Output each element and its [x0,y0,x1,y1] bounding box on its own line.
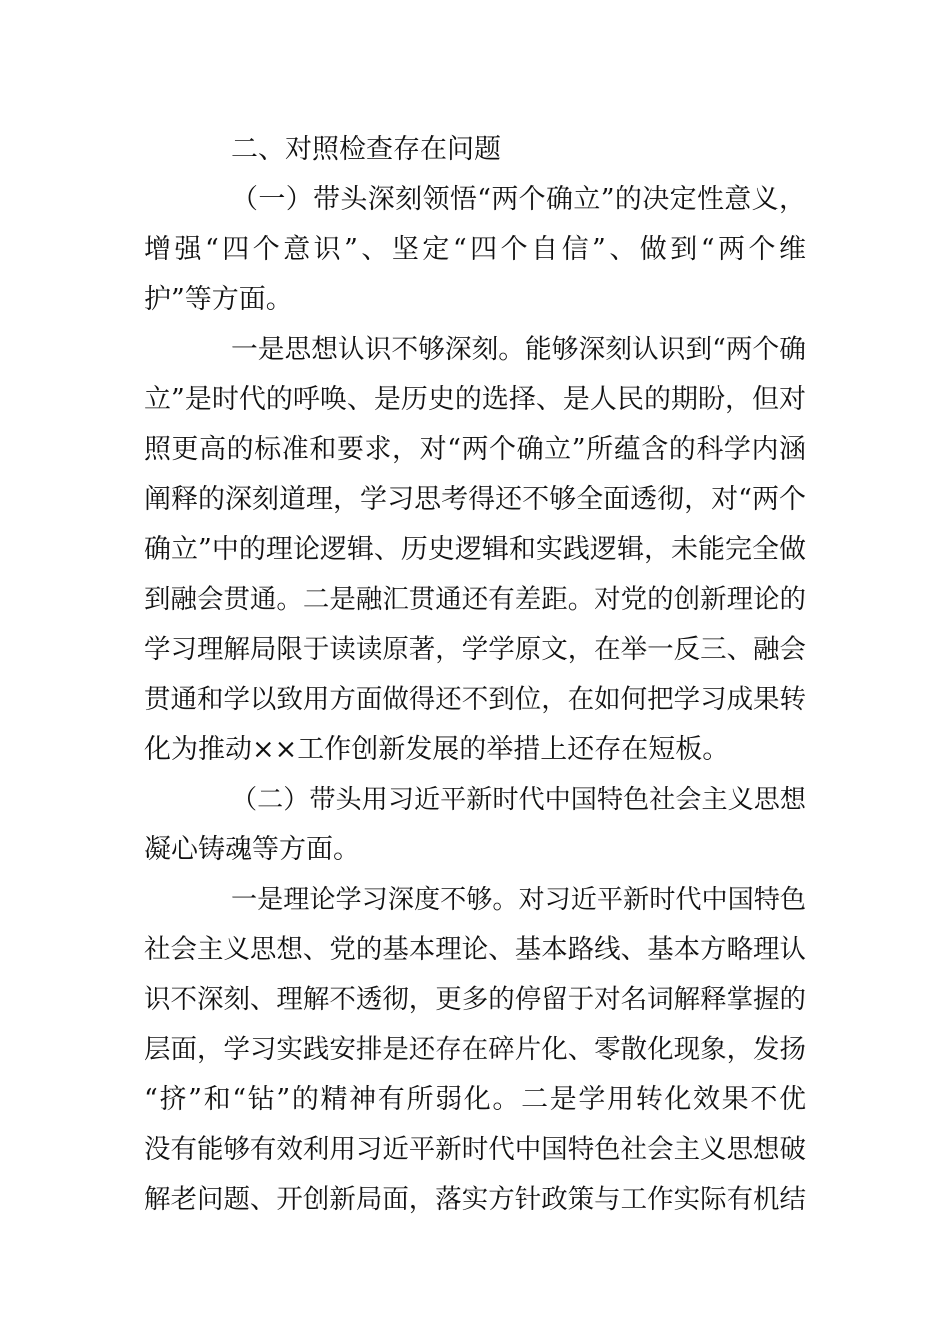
text-line [0,575,950,625]
text-line [0,925,950,975]
text-line [0,375,950,425]
paragraph-line: 照更高的标准和要求，对“两个确立”所蕴含的科学内涵 [144,434,806,465]
paragraph-line: “挤”和“钻”的精神有所弱化。二是学用转化效果不优 [144,1084,806,1115]
text-line [0,825,950,875]
paragraph-line: 凝心铸魂等方面。 [144,834,360,865]
section-heading [0,125,950,175]
text-line [0,525,950,575]
paragraph-line: 阐释的深刻道理，学习思考得还不够全面透彻，对“两个 [144,484,806,515]
paragraph-line: 确立”中的理论逻辑、历史逻辑和实践逻辑，未能完全做 [144,534,806,565]
paragraph-line: 化为推动××工作创新发展的举措上还存在短板。 [144,734,730,765]
text-line [0,875,950,925]
paragraph-line: 识不深刻、理解不透彻，更多的停留于对名词解释掌握的 [144,984,806,1015]
paragraph-line: 没有能够有效利用习近平新时代中国特色社会主义思想破 [144,1134,806,1165]
text-line [0,425,950,475]
text-line [0,1125,950,1175]
text-line [0,975,950,1025]
text-line [0,325,950,375]
text-line [0,1175,950,1225]
text-line [0,625,950,675]
paragraph-line: 解老问题、开创新局面，落实方针政策与工作实际有机结 [144,1184,806,1215]
paragraph-line: 层面，学习实践安排是还存在碎片化、零散化现象，发扬 [144,1034,806,1065]
subsection-two-title: （二）带头用习近平新时代中国特色社会主义思想 [231,785,806,815]
paragraph-line: 护”等方面。 [144,284,293,315]
paragraph-line: 增强“四个意识”、坚定“四个自信”、做到“两个维 [144,234,806,265]
text-line [0,475,950,525]
paragraph-line: 到融会贯通。二是融汇贯通还有差距。对党的创新理论的 [144,584,806,615]
paragraph-line: 一是理论学习深度不够。对习近平新时代中国特色 [231,885,806,915]
text-line [0,1075,950,1125]
text-line [0,775,950,825]
text-line [0,1025,950,1075]
paragraph-line: 贯通和学以致用方面做得还不到位，在如何把学习成果转 [144,684,806,715]
text-line [0,225,950,275]
paragraph-line: 一是思想认识不够深刻。能够深刻认识到“两个确 [231,334,806,365]
section-title: 二、对照检查存在问题 [231,134,501,165]
paragraph-line: 立”是时代的呼唤、是历史的选择、是人民的期盼，但对 [144,384,806,415]
text-line [0,175,950,225]
paragraph-line: 学习理解局限于读读原著，学学原文，在举一反三、融会 [144,634,806,665]
paragraph-line: 社会主义思想、党的基本理论、基本路线、基本方略理认 [144,934,806,965]
text-line [0,675,950,725]
text-line [0,275,950,325]
text-line [0,725,950,775]
subsection-one-title: （一）带头深刻领悟“两个确立”的决定性意义， [231,184,806,215]
